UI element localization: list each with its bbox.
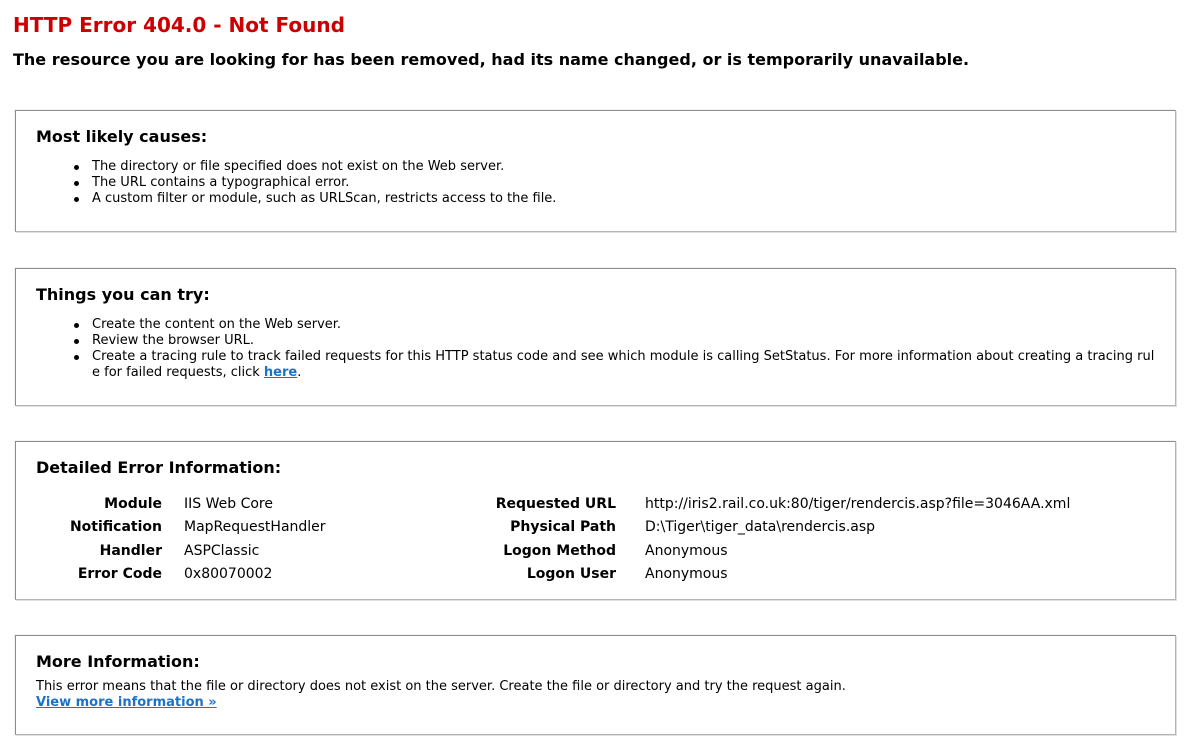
details-section — [15, 441, 1176, 600]
details-table — [36, 492, 1070, 586]
table-row — [36, 516, 1070, 540]
notification-label: Notification — [69, 519, 162, 536]
list-item-text: The directory or file specified does not exist on the Web server. — [92, 159, 505, 174]
list-item-text: The URL contains a typographical error. — [92, 175, 350, 190]
requested-url-label: Requested URL — [495, 495, 616, 512]
tracing-rule-suffix: . — [297, 365, 302, 380]
logon-method-label: Logon Method — [503, 542, 616, 559]
bullet-icon — [74, 355, 79, 360]
try-list — [36, 317, 1156, 381]
bullet-icon — [74, 339, 79, 344]
logon-user-value: Anonymous — [645, 566, 728, 583]
try-heading: Things you can try: — [36, 285, 210, 304]
list-item — [92, 333, 1156, 349]
module-label: Module — [104, 495, 162, 512]
more-info-section — [15, 635, 1176, 735]
logon-user-label: Logon User — [526, 566, 616, 583]
table-row — [36, 492, 1070, 516]
notification-value: MapRequestHandler — [184, 519, 326, 536]
list-item — [92, 349, 1156, 381]
page-title: HTTP Error 404.0 - Not Found — [13, 13, 345, 37]
more-info-heading: More Information: — [36, 652, 200, 671]
bullet-icon — [74, 165, 79, 170]
causes-list — [36, 159, 1156, 207]
tracing-rule-text: Create a tracing rule to track failed requests for this HTTP status code and see which module is calling SetStatus. For more information about creating a tracing rule for failed requests, click — [92, 349, 1155, 380]
list-item — [92, 159, 1156, 175]
bullet-icon — [74, 181, 79, 186]
error-code-value: 0x80070002 — [184, 566, 273, 583]
more-info-text: This error means that the file or directory does not exist on the server. Create the file or directory and try the request again. — [36, 679, 846, 694]
physical-path-label: Physical Path — [510, 519, 616, 536]
requested-url-value: http://iris2.rail.co.uk:80/tiger/rendercis.asp?file=3046AA.xml — [645, 495, 1071, 512]
list-item — [92, 191, 1156, 207]
module-value: IIS Web Core — [184, 495, 273, 512]
causes-heading: Most likely causes: — [36, 127, 208, 146]
here-link[interactable]: here — [263, 365, 298, 380]
table-row — [36, 539, 1070, 563]
error-code-label: Error Code — [77, 566, 162, 583]
list-item-text: A custom filter or module, such as URLScan, restricts access to the file. — [92, 191, 557, 206]
handler-label: Handler — [99, 542, 162, 559]
list-item — [92, 317, 1156, 333]
table-row — [36, 563, 1070, 587]
physical-path-value: D:\Tiger\tiger_data\rendercis.asp — [645, 519, 876, 536]
bullet-icon — [74, 197, 79, 202]
list-item-text: Review the browser URL. — [92, 333, 255, 348]
handler-value: ASPClassic — [184, 542, 260, 559]
details-heading: Detailed Error Information: — [36, 458, 282, 477]
list-item — [92, 175, 1156, 191]
logon-method-value: Anonymous — [645, 542, 728, 559]
page-subtitle: The resource you are looking for has been removed, had its name changed, or is temporarily unavailable. — [13, 50, 970, 69]
view-more-information-link[interactable]: View more information » — [36, 695, 217, 710]
causes-section — [15, 110, 1176, 232]
list-item-text: Create the content on the Web server. — [92, 317, 342, 332]
try-section — [15, 268, 1176, 406]
bullet-icon — [74, 323, 79, 328]
